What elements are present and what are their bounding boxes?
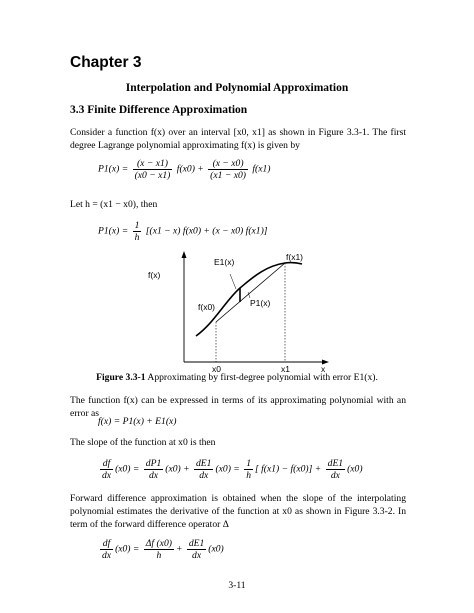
eq4-frac-b [144,458,163,481]
caption-bold: Figure 3.3-1 [96,372,146,383]
eq4-e-num: dE1 [327,458,344,469]
eq5-b-num: Δf (x0) [145,538,172,549]
eq4-b-tail: (x0) + [165,463,190,475]
eq4-e-den: dx [330,470,340,481]
eq4-a-num: df [100,458,113,470]
eq5-frac-a [100,538,113,561]
equation-lagrange [98,158,270,181]
eq5-frac-b [144,538,174,561]
fx0-label: f(x0) [198,302,215,312]
eq4-a-den: dx [102,470,112,481]
e1-label: E1(x) [214,257,235,267]
eq1-frac1-num: (x − x1) [133,158,173,170]
eq5-a-tail: (x0) = [115,543,140,555]
eq5-c-num: dE1 [188,538,205,549]
paragraph-forward-difference: Forward difference approximation is obtained when the slope of the interpolating polynomial estimates the derivative of the function at x0 as shown in Figure 3.3-2. In term of the forward difference operator Δ [70,493,406,530]
caption-text: Approximating by first-degree polynomial with error E1(x). [145,372,378,383]
eq1-frac1-den: (x0 − x1) [134,170,171,181]
eq4-d-tail: [ f(x1) − f(x0)] + [255,463,322,475]
x-axis-label: x [321,364,326,372]
eq1-term2: f(x1) [252,163,271,175]
eq5-b-den: h [156,550,162,561]
paragraph-error: The function f(x) can be expressed in terms of its approximating polynomial with an error as [70,395,406,419]
eq1-lhs: P1(x) = [98,163,129,175]
chapter-heading: Chapter 3 [70,54,142,71]
eq4-c-den: dx [199,470,209,481]
chapter-title: Interpolation and Polynomial Approximation [125,82,349,94]
eq4-frac-c [194,458,213,481]
eq4-frac-e [326,458,345,481]
x0-label: x0 [212,364,221,372]
equation-forward-difference [98,538,224,561]
eq4-d-num: 1 [246,458,251,469]
eq1-frac1 [133,158,173,181]
eq5-b-tail: + [175,543,183,555]
figure-caption [0,372,474,383]
fx1-label: f(x1) [286,252,303,262]
eq4-b-num: dP1 [145,458,162,469]
eq1-frac2-den: (x1 − x0) [210,170,246,181]
eq5-c-tail: (x0) [208,543,224,555]
eq5-a-num: df [100,538,113,550]
equation-p1-h [98,220,268,243]
p1-label: P1(x) [250,298,271,308]
eq5-a-den: dx [102,550,112,561]
eq4-a-tail: (x0) = [115,463,140,475]
eq2-den: h [134,232,140,243]
eq1-term1: f(x0) + [176,163,204,175]
section-heading: 3.3 Finite Difference Approximation [70,104,248,116]
eq4-e-tail: (x0) [347,463,363,475]
eq4-frac-d [244,458,253,481]
paragraph-let-h: Let h = (x1 − x0), then [70,199,158,210]
eq2-lhs: P1(x) = [98,225,129,237]
eq5-frac-c [187,538,206,561]
eq4-d-den: h [246,470,251,481]
function-curve [196,263,302,336]
e1-leader [230,274,236,289]
eq1-frac2 [208,158,248,181]
eq5-c-den: dx [192,550,202,561]
paragraph-intro: Consider a function f(x) over an interval [x0, x1] as shown in Figure 3.3-1. The first degree Lagrange polynomial approximating f(x) is given by [70,127,406,151]
eq4-frac-a [100,458,113,481]
y-axis-arrow [182,251,187,258]
eq2-num: 1 [134,220,140,231]
equation-fx: f(x) = P1(x) + E1(x) [98,416,177,427]
equation-slope [98,458,363,481]
polynomial-line [216,263,285,322]
eq4-c-num: dE1 [196,458,212,469]
eq2-rhs: [(x1 − x) f(x0) + (x − x0) f(x1)] [145,225,268,237]
eq4-c-tail: (x0) = [215,463,240,475]
eq4-b-den: dx [149,470,159,481]
paragraph-slope: The slope of the function at x0 is then [70,437,216,448]
fx-axis-label: f(x) [148,270,161,280]
eq1-frac2-num: (x − x0) [208,158,248,170]
x1-label: x1 [281,364,290,372]
page-number: 3-11 [228,580,246,591]
figure-interpolation [140,250,340,372]
eq2-frac [133,220,142,243]
